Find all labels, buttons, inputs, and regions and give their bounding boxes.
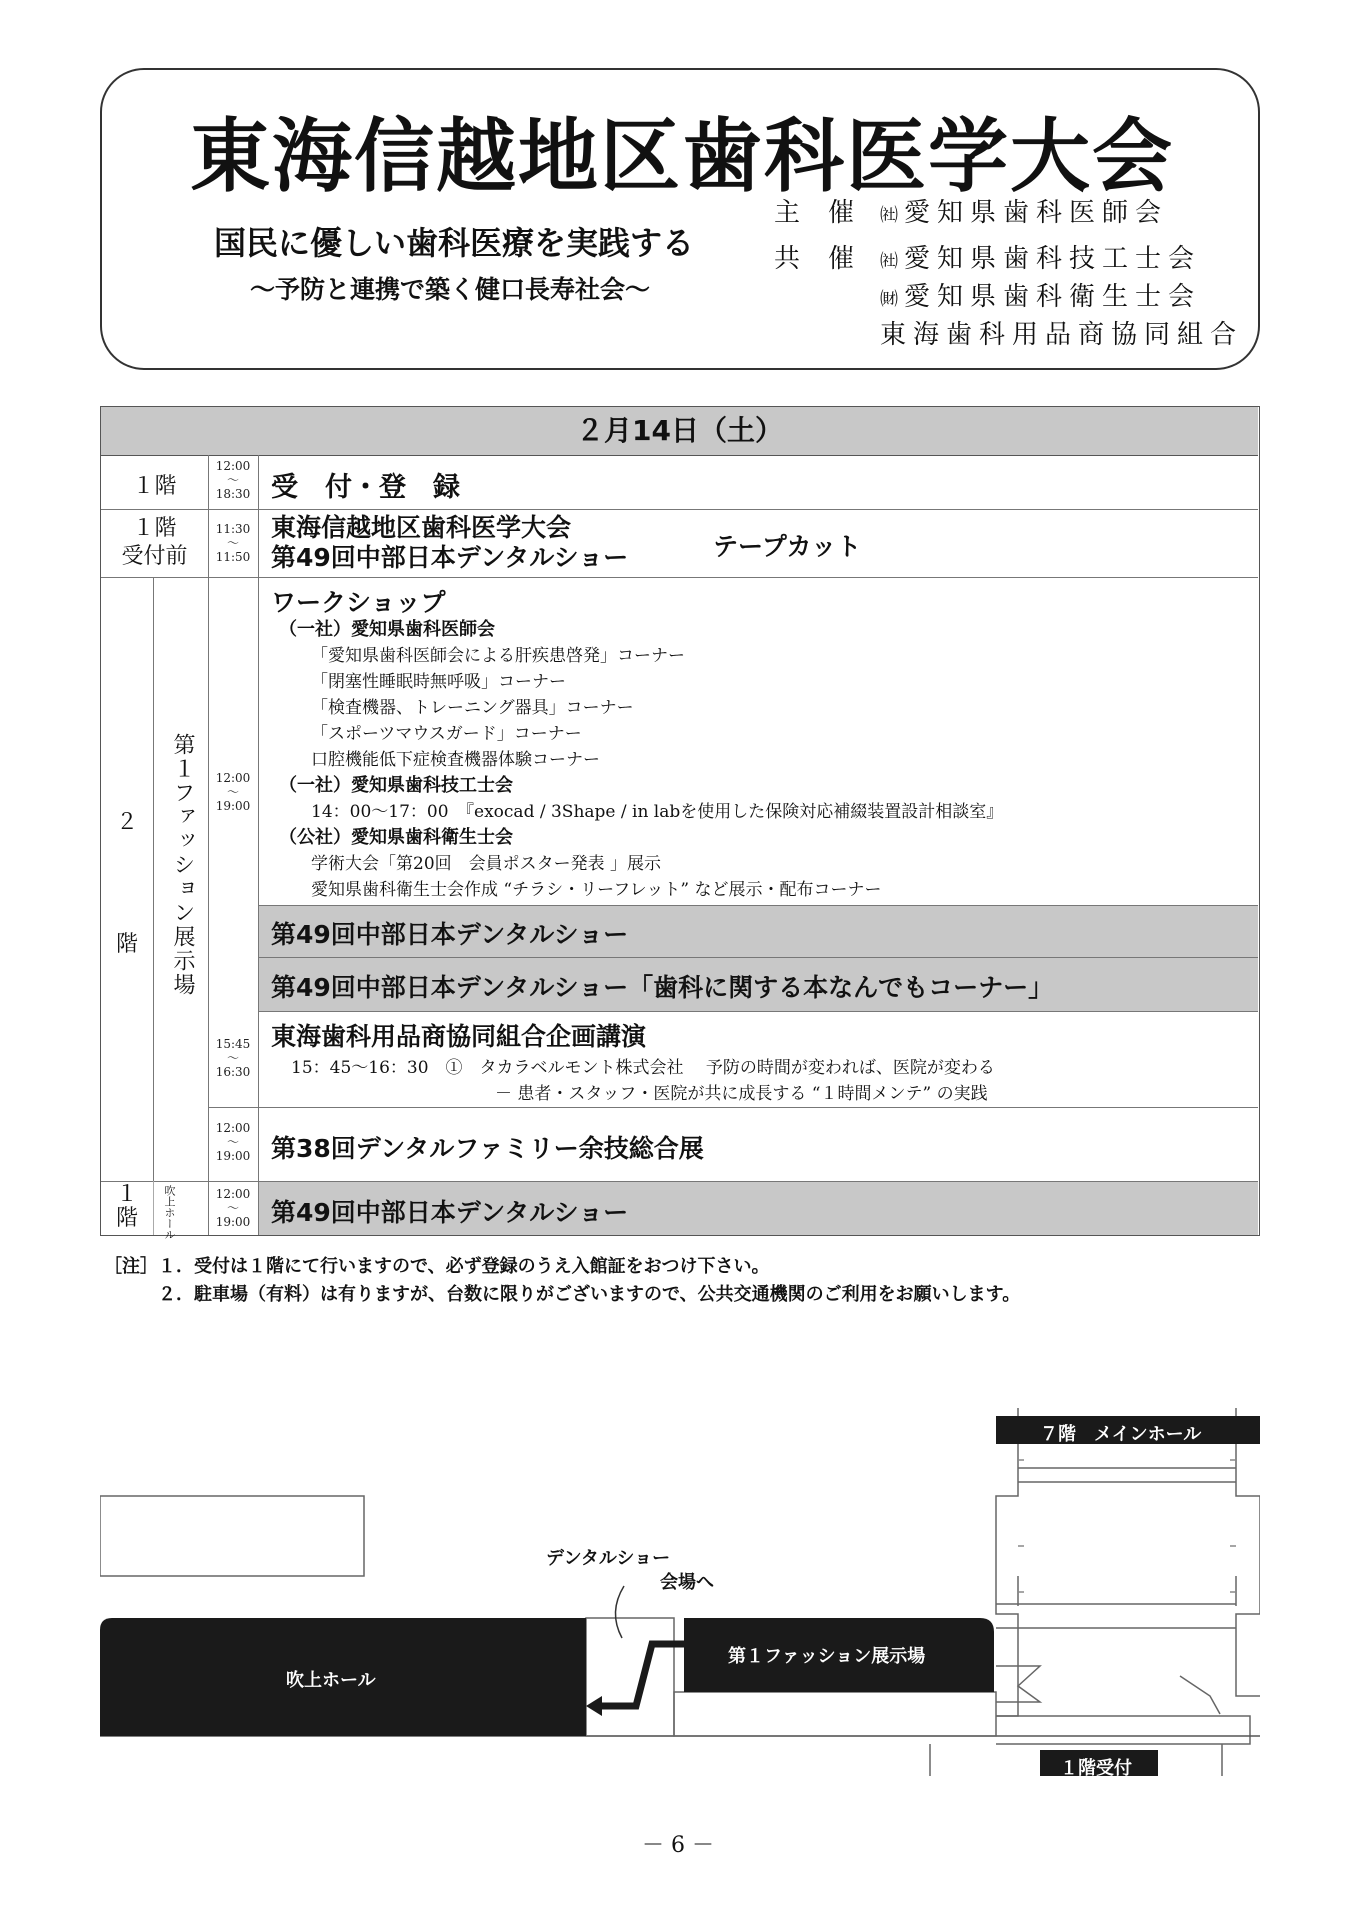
workshop-org: （公社）愛知県歯科衛生士会 <box>279 827 513 848</box>
row-divider <box>208 1107 1258 1108</box>
floor-label: １階 <box>132 474 177 499</box>
note-1: １．受付は１階にて行いますので、必ず登録のうえ入館証をおつけ下さい。 <box>158 1256 770 1277</box>
col-divider <box>153 577 154 1235</box>
workshop-list <box>279 617 1003 903</box>
list-item: 「検査機器、トレーニング器具」コーナー <box>311 698 634 718</box>
book-corner-title: 第49回中部日本デンタルショー「歯科に関する本なんでもコーナー」 <box>271 973 1054 1002</box>
cohost-label: 共催 <box>774 244 883 274</box>
tape-cut-event: 東海信越地区歯科医学大会 第49回中部日本デンタルショー <box>271 513 629 572</box>
organizer-1: ㈳ 愛知県歯科医師会 <box>880 198 1169 228</box>
reception-title: 受 付・登 録 <box>271 472 460 503</box>
dental-show-title: 第49回中部日本デンタルショー <box>271 920 629 949</box>
date-header: ２月14日（土） <box>101 407 1258 456</box>
organizer-3: ㈶ 愛知県歯科衛生士会 <box>880 282 1202 312</box>
floor-label: １ 階 <box>115 1182 138 1231</box>
page-number: － 6 － <box>642 1833 714 1858</box>
row-divider <box>258 905 1258 906</box>
reception-label: １階受付 <box>1060 1758 1132 1779</box>
list-item: 「閉塞性睡眠時無呼吸」コーナー <box>311 672 566 692</box>
list-item: 愛知県歯科衛生士会作成 “チラシ・リーフレット” など展示・配布コーナー <box>311 880 882 900</box>
row-divider <box>101 509 1258 510</box>
dental-show-hall-title: 第49回中部日本デンタルショー <box>271 1198 629 1227</box>
organizer-4: 東海歯科用品商協同組合 <box>880 320 1244 350</box>
row-divider <box>101 577 1258 578</box>
col-divider <box>208 455 209 1235</box>
list-item: 14：00〜17：00 『exocad / 3Shape / in labを使用した保険対応補綴装置設計相談室』 <box>311 802 1004 822</box>
theme-text: 国民に優しい歯科医療を実践する <box>214 224 695 262</box>
family-exhibit-title: 第38回デンタルファミリー余技総合展 <box>271 1134 704 1163</box>
floor-kai: 階 <box>115 932 138 957</box>
floor-label: １階 受付前 <box>121 516 188 569</box>
row-divider <box>101 1181 1258 1182</box>
workshop-org: （一社）愛知県歯科医師会 <box>279 619 495 640</box>
venue-fukiage: 吹上ホール <box>163 1185 176 1240</box>
time-range: 12:00 〜 19:00 <box>215 1121 251 1163</box>
row-divider <box>258 1011 1258 1012</box>
time-range: 15:45 〜 16:30 <box>215 1037 251 1079</box>
time-range: 11:30 〜 11:50 <box>215 522 251 564</box>
list-item: 「愛知県歯科医師会による肝疾患啓発」コーナー <box>311 646 685 666</box>
fashion-hall-label: 第１ファッション展示場 <box>728 1646 926 1667</box>
list-item: 「スポーツマウスガード」コーナー <box>311 724 582 744</box>
time-range: 12:00 〜 19:00 <box>215 771 251 813</box>
lecture-title: 東海歯科用品商協同組合企画講演 <box>271 1022 647 1051</box>
organizer-2: ㈳ 愛知県歯科技工士会 <box>880 244 1202 274</box>
subtheme-text: 〜予防と連携で築く健口長寿社会〜 <box>250 275 651 304</box>
direction-label: デンタルショー <box>546 1548 671 1569</box>
note-2: ２．駐車場（有料）は有りますが、台数に限りがございますので、公共交通機関のご利用をお願いします。 <box>158 1284 1021 1305</box>
schedule-table <box>100 406 1260 1240</box>
col-divider <box>153 1181 154 1235</box>
venue-fashion: 第１ファッション展示場 <box>170 733 195 997</box>
tape-cut-label: テープカット <box>713 532 862 561</box>
direction-label: 会場へ <box>660 1572 714 1593</box>
lecture-line: － 患者・スタッフ・医院が共に成長する “１時間メンテ” の実践 <box>495 1084 988 1104</box>
row-divider <box>258 957 1258 958</box>
page-title: 東海信越地区歯科医学大会 <box>190 110 1174 203</box>
col-divider <box>258 455 259 1235</box>
workshop-org: （一社）愛知県歯科技工士会 <box>279 775 513 796</box>
floor-number: ２ <box>115 810 138 835</box>
list-item: 学術大会「第20回 会員ポスター発表 」展示 <box>311 854 662 874</box>
time-range: 12:00 〜 19:00 <box>215 1187 251 1229</box>
header-box <box>100 68 1260 370</box>
host-label: 主催 <box>774 198 883 228</box>
time-range: 12:00 〜 18:30 <box>215 459 251 501</box>
venue-diagram <box>100 1396 1260 1779</box>
list-item: 口腔機能低下症検査機器体験コーナー <box>311 750 600 770</box>
workshop-title: ワークショップ <box>271 588 446 617</box>
main-hall-label: ７階 メインホール <box>1040 1424 1202 1445</box>
note-prefix: ［注］ <box>104 1256 158 1277</box>
fukiage-hall-label: 吹上ホール <box>286 1670 376 1691</box>
lecture-line: 15：45〜16：30 ① タカラベルモント株式会社 予防の時間が変われば、医院が変わる <box>291 1058 995 1078</box>
